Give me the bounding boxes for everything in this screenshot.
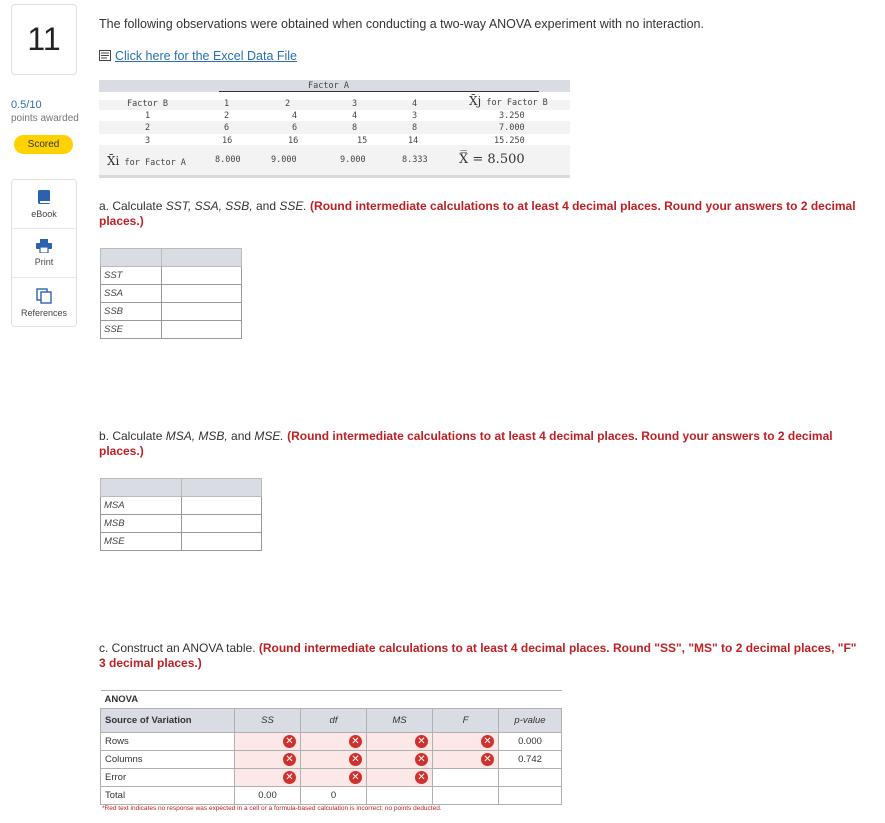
part-a-vars: SST, SSA, SSB, [165, 199, 253, 213]
row-label: Columns [101, 751, 235, 769]
row-label: Total [101, 787, 235, 805]
table-row [101, 751, 562, 769]
header-f: F [433, 709, 499, 733]
cell-1-3: 4 [352, 111, 358, 121]
part-c-instruction: (Round intermediate calculations to at least 4 decimal places. Round "SS", "MS" to 2 decimal places, "F" 3 decimal places.) [99, 641, 857, 670]
error-ss-input[interactable] [235, 769, 301, 787]
total-f-empty [433, 787, 499, 805]
row-label: MSA [101, 497, 182, 515]
book-icon [36, 189, 52, 205]
table-row [101, 303, 242, 321]
sse-input[interactable] [162, 321, 242, 339]
xj-header [469, 94, 548, 108]
col-header-4: 4 [412, 99, 418, 109]
xi-symbol: X̄i [107, 154, 120, 168]
table-row [101, 733, 562, 751]
part-a-table [100, 248, 242, 339]
table-row [101, 321, 242, 339]
cell-3-2: 16 [288, 136, 299, 146]
msa-input[interactable] [182, 497, 262, 515]
references-button[interactable] [12, 278, 76, 327]
error-icon: ✕ [415, 753, 428, 766]
printer-icon [36, 239, 52, 253]
part-a-var2: SSE. [279, 199, 307, 213]
row-label: SST [101, 267, 162, 285]
error-ms-input[interactable] [367, 769, 433, 787]
part-b-table [100, 478, 262, 551]
cell-3-3: 15 [357, 136, 368, 146]
col-header-1: 1 [224, 99, 230, 109]
excel-file-icon [99, 50, 112, 62]
part-a-prompt [99, 199, 859, 229]
excel-link-text[interactable]: Click here for the Excel Data File [115, 49, 298, 63]
table-row [101, 769, 562, 787]
sst-input[interactable] [162, 267, 242, 285]
cell-2-3: 8 [352, 123, 358, 133]
score-value: 0.5/10 [11, 99, 42, 111]
part-b-var2: MSE. [254, 429, 284, 443]
cell-1-2: 4 [292, 111, 298, 121]
col-mean-1: 8.000 [215, 155, 241, 165]
error-icon: ✕ [481, 753, 494, 766]
columns-f-input[interactable] [433, 751, 499, 769]
table-row [101, 497, 262, 515]
part-c-prefix: c. Construct an ANOVA table. [99, 641, 259, 655]
row-mean-1: 3.250 [499, 111, 525, 121]
cell-1-4: 3 [412, 111, 418, 121]
row-label: Rows [101, 733, 235, 751]
error-icon: ✕ [349, 771, 362, 784]
ebook-button[interactable] [12, 180, 76, 229]
error-icon: ✕ [415, 735, 428, 748]
header-source: Source of Variation [101, 709, 235, 733]
score-subtitle: points awarded [11, 113, 79, 124]
rows-p-value: 0.000 [499, 733, 562, 751]
columns-ss-input[interactable] [235, 751, 301, 769]
col-header-2: 2 [285, 99, 291, 109]
xi-label [107, 154, 186, 168]
part-b-prefix: b. Calculate [99, 429, 166, 443]
ssa-input[interactable] [162, 285, 242, 303]
factor-a-label: Factor A [308, 81, 349, 91]
data-table [99, 80, 570, 178]
references-label: References [20, 307, 68, 318]
tools-panel [11, 179, 77, 327]
factor-b-1: 1 [145, 111, 151, 121]
total-ms-empty [367, 787, 433, 805]
cell-2-1: 6 [224, 123, 230, 133]
col-mean-3: 9.000 [340, 155, 366, 165]
header-ss: SS [235, 709, 301, 733]
cell-1-1: 2 [224, 111, 230, 121]
header-p-value: p-value [499, 709, 562, 733]
row-label: SSA [101, 285, 162, 303]
factor-b-label: Factor B [127, 99, 168, 109]
factor-b-2: 2 [145, 123, 151, 133]
excel-data-link[interactable] [99, 49, 297, 63]
anova-title: ANOVA [101, 691, 562, 709]
error-icon: ✕ [283, 771, 296, 784]
col-header-3: 3 [352, 99, 358, 109]
row-mean-3: 15.250 [494, 136, 525, 146]
rows-ss-input[interactable] [235, 733, 301, 751]
columns-p-value: 0.742 [499, 751, 562, 769]
error-p-empty [499, 769, 562, 787]
columns-df-input[interactable] [301, 751, 367, 769]
error-icon: ✕ [481, 735, 494, 748]
part-b-vars: MSA, MSB, [165, 429, 228, 443]
mse-input[interactable] [182, 533, 262, 551]
cell-2-2: 6 [292, 123, 298, 133]
references-icon [36, 288, 52, 304]
cell-2-4: 8 [412, 123, 418, 133]
part-a-mid: and [252, 199, 280, 213]
error-icon: ✕ [283, 735, 296, 748]
rows-f-input[interactable] [433, 733, 499, 751]
xj-symbol: X̄j [469, 94, 482, 108]
error-f-empty [433, 769, 499, 787]
table-row [101, 267, 242, 285]
total-df-value: 0 [301, 787, 367, 805]
error-df-input[interactable] [301, 769, 367, 787]
ebook-label: eBook [31, 209, 57, 219]
cell-3-1: 16 [222, 136, 233, 146]
msb-input[interactable] [182, 515, 262, 533]
col-mean-2: 9.000 [271, 155, 297, 165]
row-label: MSB [101, 515, 182, 533]
table-row [101, 533, 262, 551]
total-ss-value: 0.00 [235, 787, 301, 805]
print-button[interactable] [12, 229, 76, 278]
row-mean-2: 7.000 [499, 123, 525, 133]
rows-ms-input[interactable] [367, 733, 433, 751]
row-label: SSB [101, 303, 162, 321]
columns-ms-input[interactable] [367, 751, 433, 769]
xj-header-label: for Factor B [486, 98, 548, 108]
question-number: 11 [11, 4, 77, 75]
part-b-prompt [99, 429, 859, 459]
factor-b-3: 3 [145, 136, 151, 146]
error-icon: ✕ [349, 753, 362, 766]
anova-table [100, 690, 562, 805]
rows-df-input[interactable] [301, 733, 367, 751]
header-ms: MS [367, 709, 433, 733]
print-label: Print [34, 257, 54, 267]
part-b-mid: and [227, 429, 255, 443]
grand-mean: X̿ = 8.500 [459, 152, 525, 167]
part-c-prompt [99, 641, 859, 671]
error-icon: ✕ [415, 771, 428, 784]
table-row [101, 787, 562, 805]
question-intro: The following observations were obtained when conducting a two-way ANOVA experiment with no interaction. [99, 17, 704, 31]
error-icon: ✕ [283, 753, 296, 766]
row-label: Error [101, 769, 235, 787]
header-df: df [301, 709, 367, 733]
part-a-instruction: (Round intermediate calculations to at least 4 decimal places. Round your answers to 2 decimal places.) [99, 199, 856, 228]
ssb-input[interactable] [162, 303, 242, 321]
part-b-instruction: (Round intermediate calculations to at least 4 decimal places. Round your answers to 2 decimal places.) [99, 429, 833, 458]
xi-label-text: for Factor A [124, 158, 186, 168]
part-a-prefix: a. Calculate [99, 199, 166, 213]
total-p-empty [499, 787, 562, 805]
status-badge: Scored [14, 135, 73, 154]
footnote: *Red text indicates no response was expected in a cell or a formula-based calculation is incorrect; no points deducted. [102, 805, 442, 812]
table-row [101, 285, 242, 303]
col-mean-4: 8.333 [402, 155, 428, 165]
table-row [101, 515, 262, 533]
row-label: SSE [101, 321, 162, 339]
error-icon: ✕ [349, 735, 362, 748]
cell-3-4: 14 [408, 136, 419, 146]
row-label: MSE [101, 533, 182, 551]
